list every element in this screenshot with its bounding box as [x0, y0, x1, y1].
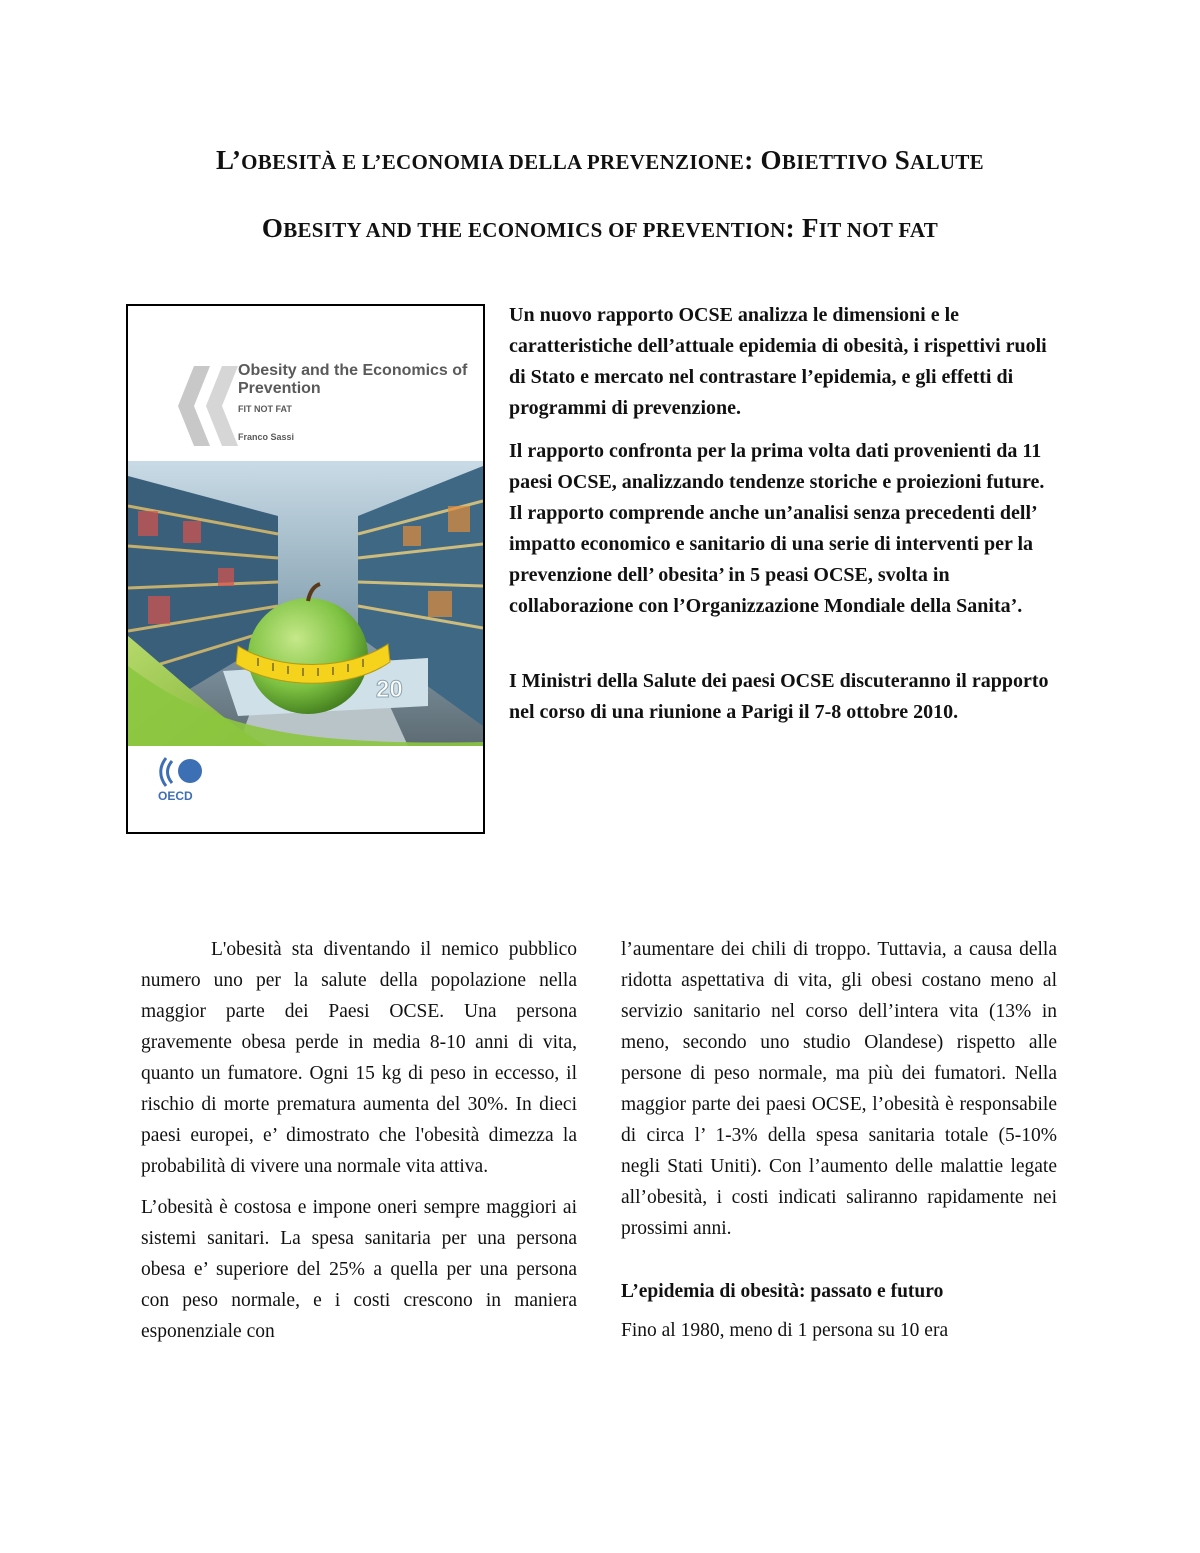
body-paragraph: l’aumentare dei chili di troppo. Tuttavia, a causa della ridotta aspettativa di vita, gli obesi costano meno al servizio sanitario nel corso dell’intera vita (13% in meno, secondo uno studio Olandese) rispetto alle persone di peso normale, ma più dei fumatori. Nella maggior parte dei paesi OCSE, l’obesità è responsabile di circa l’ 1-3% della spesa sanitaria totale (5-10% negli Stati Uniti). Con l’aumento delle malattie legate all’obesità, i costi indicati saliranno rapidamente nei prossimi anni. — [621, 939, 1057, 1239]
cover-author: Franco Sassi — [238, 432, 295, 442]
cover-book-title: Obesity and the Economics of Prevention — [238, 362, 468, 397]
page-title-english — [0, 213, 1200, 244]
title-it-part: BIETTIVO — [781, 150, 888, 174]
title-en-part: O — [261, 213, 284, 243]
title-en-part: BESITY AND THE ECONOMICS OF PREVENTION — [283, 218, 786, 242]
title-it-part: ALUTE — [910, 150, 984, 174]
intro-paragraph: Un nuovo rapporto OCSE analizza le dimensioni e le caratteristiche dell’attuale epidemia di obesità, i rispettivi ruoli di Stato e mercato nel contrastare l’epidemia, e gli effetti di programmi di prevenzione. — [509, 304, 1047, 419]
book-cover-image — [126, 304, 485, 834]
cover-subtitle: FIT NOT FAT — [238, 404, 292, 414]
intro-summary — [509, 300, 1049, 740]
body-paragraph: Fino al 1980, meno di 1 persona su 10 era — [621, 1320, 949, 1341]
body-paragraph: L'obesità sta diventando il nemico pubblico numero uno per la salute della popolazione nella maggior parte dei Paesi OCSE. Una persona gravemente obesa perde in media 8-10 anni di vita, quanto un fumatore. Ogni 15 kg di peso in eccesso, il rischio di morte prematura aumenta del 30%. In dieci paesi europei, e’ dimostrato che l'obesità dimezza la probabilità di vivere una normale vita attiva. — [141, 939, 577, 1177]
title-it-part: : O — [744, 145, 782, 175]
body-column-left — [141, 934, 577, 1357]
intro-paragraph: I Ministri della Salute dei paesi OCSE discuteranno il rapporto nel corso di una riunione a Parigi il 7-8 ottobre 2010. — [509, 670, 1049, 723]
title-it-part: S — [887, 145, 911, 175]
title-it-part: OBESITÀ E L’ECONOMIA DELLA PREVENZIONE — [241, 150, 745, 174]
section-heading: L’epidemia di obesità: passato e futuro — [621, 1281, 944, 1302]
banknote-number: 20 — [376, 676, 403, 703]
page-title-italian — [0, 145, 1200, 176]
title-en-part: IT NOT FAT — [818, 218, 939, 242]
title-it-part: L’ — [216, 145, 242, 175]
body-paragraph: L’obesità è costosa e impone oneri sempre maggiori ai sistemi sanitari. La spesa sanitaria per una persona obesa e’ superiore del 25% a quella per una persona con peso normale, e i costi crescono in maniera esponenziale con — [141, 1197, 577, 1342]
oecd-logo: OECD — [158, 789, 193, 803]
intro-paragraph: Il rapporto confronta per la prima volta dati provenienti da 11 paesi OCSE, analizzando tendenze storiche e proiezioni future. Il rapporto comprende anche un’analisi senza precedenti dell’ impatto economico e sanitario di una serie di interventi per la prevenzione dell’ obesita’ in 5 peasi OCSE, svolta in collaborazione con l’Organizzazione Mondiale della Sanita’. — [509, 440, 1045, 617]
body-column-right — [621, 934, 1057, 1356]
title-en-part: : F — [785, 213, 819, 243]
